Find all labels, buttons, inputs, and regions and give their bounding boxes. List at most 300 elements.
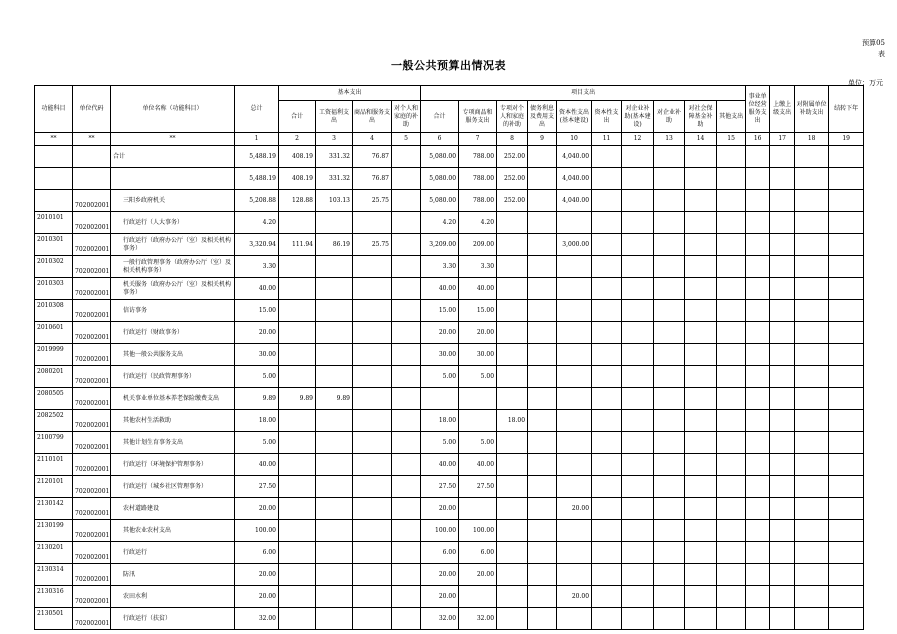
column-number-row (35, 133, 864, 146)
value-cell (528, 498, 557, 520)
value-cell (622, 388, 654, 410)
value-cell (829, 278, 864, 300)
value-cell: 15.00 (235, 300, 279, 322)
value-cell (557, 388, 592, 410)
value-cell (770, 146, 795, 168)
value-cell (592, 168, 622, 190)
unit-name-cell: 防汛 (111, 564, 235, 586)
header-unit-name: 单位名称（功能科目） (111, 86, 235, 133)
value-cell (279, 256, 316, 278)
value-cell (654, 256, 685, 278)
table-row (35, 542, 864, 564)
func-code-cell (35, 168, 73, 190)
value-cell (622, 608, 654, 630)
value-cell (497, 498, 528, 520)
value-cell (528, 234, 557, 256)
value-cell: 5,080.00 (421, 190, 459, 212)
unit-code-cell: 702002001 (73, 212, 111, 234)
table-row (35, 564, 864, 586)
value-cell (717, 234, 746, 256)
value-cell: 4.20 (421, 212, 459, 234)
value-cell: 331.32 (316, 168, 353, 190)
value-cell (770, 498, 795, 520)
column-number: 2 (279, 133, 316, 146)
value-cell (795, 586, 829, 608)
value-cell (622, 300, 654, 322)
value-cell (279, 300, 316, 322)
unit-code-cell: 702002001 (73, 366, 111, 388)
value-cell (795, 564, 829, 586)
table-row (35, 586, 864, 608)
value-cell (592, 344, 622, 366)
value-cell (770, 234, 795, 256)
header-project-sub: 资本性支出(基本建设) (557, 101, 592, 133)
value-cell (654, 366, 685, 388)
unit-name-cell: 信访事务 (111, 300, 235, 322)
value-cell: 9.89 (316, 388, 353, 410)
value-cell (528, 300, 557, 322)
func-code-cell: 2100799 (35, 432, 73, 454)
value-cell (770, 410, 795, 432)
value-cell: 4.20 (459, 212, 497, 234)
func-code-cell (35, 146, 73, 168)
func-code-cell: 2010308 (35, 300, 73, 322)
value-cell (829, 256, 864, 278)
value-cell (592, 388, 622, 410)
value-cell (685, 454, 717, 476)
value-cell (592, 432, 622, 454)
unit-name-cell: 合计 (111, 146, 235, 168)
header-project-sub: 对社会保障基金补助 (685, 101, 717, 133)
value-cell (316, 564, 353, 586)
unit-label: 单位：万元 (848, 79, 883, 87)
value-cell (592, 498, 622, 520)
value-cell (795, 366, 829, 388)
unit-name-cell: 其他计划生育事务支出 (111, 432, 235, 454)
value-cell (685, 234, 717, 256)
value-cell (746, 432, 770, 454)
value-cell: 20.00 (459, 322, 497, 344)
value-cell (592, 212, 622, 234)
column-number: ** (111, 133, 235, 146)
value-cell (795, 212, 829, 234)
value-cell (770, 586, 795, 608)
value-cell (829, 476, 864, 498)
unit-name-cell: 行政运行 (111, 542, 235, 564)
value-cell (622, 432, 654, 454)
value-cell (279, 322, 316, 344)
value-cell (279, 608, 316, 630)
unit-name-cell: 行政运行（扶贫） (111, 608, 235, 630)
value-cell (316, 542, 353, 564)
header-basic-sub: 商品和服务支出 (353, 101, 392, 133)
value-cell (592, 608, 622, 630)
func-code-cell: 2120101 (35, 476, 73, 498)
value-cell: 5,080.00 (421, 168, 459, 190)
value-cell (279, 432, 316, 454)
value-cell: 4,040.00 (557, 168, 592, 190)
value-cell (528, 322, 557, 344)
value-cell (717, 564, 746, 586)
value-cell (717, 366, 746, 388)
value-cell: 27.50 (459, 476, 497, 498)
value-cell: 20.00 (421, 322, 459, 344)
value-cell (279, 454, 316, 476)
value-cell (654, 278, 685, 300)
value-cell: 128.88 (279, 190, 316, 212)
value-cell (685, 212, 717, 234)
value-cell (316, 322, 353, 344)
value-cell (622, 168, 654, 190)
value-cell: 20.00 (421, 564, 459, 586)
value-cell (770, 212, 795, 234)
table-row (35, 454, 864, 476)
column-number: 12 (622, 133, 654, 146)
value-cell (353, 410, 392, 432)
table-body (35, 133, 864, 630)
value-cell: 20.00 (235, 586, 279, 608)
value-cell (829, 344, 864, 366)
value-cell: 331.32 (316, 146, 353, 168)
unit-name-cell (111, 168, 235, 190)
unit-name-cell: 一般行政管理事务（政府办公厅（室）及相关机构事务） (111, 256, 235, 278)
value-cell (795, 278, 829, 300)
value-cell (392, 146, 421, 168)
value-cell (316, 410, 353, 432)
table-row (35, 520, 864, 542)
value-cell (770, 608, 795, 630)
value-cell (654, 586, 685, 608)
value-cell: 20.00 (557, 498, 592, 520)
unit-name-cell: 农村道路建设 (111, 498, 235, 520)
value-cell (685, 366, 717, 388)
value-cell (622, 476, 654, 498)
column-number: 4 (353, 133, 392, 146)
value-cell (622, 212, 654, 234)
value-cell: 76.87 (353, 168, 392, 190)
unit-name-cell: 机关事业单位基本养老保险缴费支出 (111, 388, 235, 410)
value-cell (829, 608, 864, 630)
value-cell: 100.00 (459, 520, 497, 542)
header-basic-sub: 对个人和家庭的补助 (392, 101, 421, 133)
value-cell: 30.00 (421, 344, 459, 366)
value-cell: 3.30 (421, 256, 459, 278)
value-cell (746, 564, 770, 586)
value-cell: 408.19 (279, 146, 316, 168)
value-cell (654, 564, 685, 586)
unit-name-cell: 其他农业农村支出 (111, 520, 235, 542)
value-cell: 40.00 (459, 454, 497, 476)
value-cell (717, 520, 746, 542)
value-cell (622, 146, 654, 168)
value-cell (829, 366, 864, 388)
value-cell (497, 366, 528, 388)
value-cell (353, 564, 392, 586)
value-cell (654, 542, 685, 564)
value-cell (685, 410, 717, 432)
value-cell (622, 278, 654, 300)
value-cell (316, 454, 353, 476)
value-cell (746, 542, 770, 564)
value-cell (497, 520, 528, 542)
value-cell (770, 366, 795, 388)
value-cell (829, 432, 864, 454)
value-cell (685, 256, 717, 278)
value-cell: 3.30 (235, 256, 279, 278)
value-cell (392, 388, 421, 410)
column-number: 10 (557, 133, 592, 146)
value-cell (717, 278, 746, 300)
value-cell: 100.00 (235, 520, 279, 542)
value-cell (392, 168, 421, 190)
header-basic: 基本支出 (279, 86, 421, 101)
value-cell: 40.00 (421, 278, 459, 300)
value-cell: 252.00 (497, 146, 528, 168)
value-cell (622, 344, 654, 366)
value-cell (392, 542, 421, 564)
func-code-cell: 2110101 (35, 454, 73, 476)
header-unit-code: 单位代码 (73, 86, 111, 133)
value-cell (592, 476, 622, 498)
column-number: 16 (746, 133, 770, 146)
value-cell: 4,040.00 (557, 190, 592, 212)
value-cell (557, 344, 592, 366)
func-code-cell: 2080201 (35, 366, 73, 388)
func-code-cell: 2130201 (35, 542, 73, 564)
func-code-cell: 2010301 (35, 234, 73, 256)
func-code-cell: 2010601 (35, 322, 73, 344)
value-cell: 86.19 (316, 234, 353, 256)
value-cell: 18.00 (497, 410, 528, 432)
header-project-sub: 合计 (421, 101, 459, 133)
value-cell: 40.00 (421, 454, 459, 476)
value-cell (528, 564, 557, 586)
value-cell (746, 344, 770, 366)
value-cell: 5,080.00 (421, 146, 459, 168)
value-cell: 6.00 (235, 542, 279, 564)
value-cell (353, 520, 392, 542)
table-row (35, 476, 864, 498)
value-cell (622, 586, 654, 608)
value-cell (353, 608, 392, 630)
value-cell (528, 146, 557, 168)
unit-code-cell: 702002001 (73, 410, 111, 432)
header-project-sub: 债务利息及费用支出 (528, 101, 557, 133)
value-cell (622, 366, 654, 388)
value-cell (528, 520, 557, 542)
value-cell (353, 432, 392, 454)
unit-name-cell: 其他农村生活救助 (111, 410, 235, 432)
value-cell (392, 410, 421, 432)
value-cell: 3,209.00 (421, 234, 459, 256)
value-cell (497, 234, 528, 256)
unit-name-cell: 行政运行（政府办公厅（室）及相关机构事务） (111, 234, 235, 256)
unit-name-cell: 行政运行（财政事务） (111, 322, 235, 344)
value-cell (392, 564, 421, 586)
value-cell (717, 388, 746, 410)
table-row (35, 256, 864, 278)
value-cell (654, 344, 685, 366)
func-code-cell: 2010101 (35, 212, 73, 234)
form-number-line2: 表 (878, 50, 885, 58)
value-cell (717, 146, 746, 168)
value-cell (717, 256, 746, 278)
value-cell (746, 212, 770, 234)
value-cell (497, 476, 528, 498)
value-cell (770, 322, 795, 344)
value-cell (353, 212, 392, 234)
unit-code-cell: 702002001 (73, 388, 111, 410)
header-project-sub: 专项对个人和家庭的补助 (497, 101, 528, 133)
value-cell (654, 498, 685, 520)
header-tail-1: 事业单位经营服务支出 (746, 86, 770, 133)
value-cell (497, 256, 528, 278)
unit-code-cell: 702002001 (73, 190, 111, 212)
value-cell (622, 520, 654, 542)
value-cell: 32.00 (459, 608, 497, 630)
value-cell (795, 542, 829, 564)
value-cell (528, 366, 557, 388)
value-cell (746, 366, 770, 388)
value-cell (685, 542, 717, 564)
value-cell: 788.00 (459, 168, 497, 190)
value-cell (316, 498, 353, 520)
value-cell (392, 608, 421, 630)
column-number: 8 (497, 133, 528, 146)
column-number: 5 (392, 133, 421, 146)
column-number: 1 (235, 133, 279, 146)
value-cell (392, 300, 421, 322)
value-cell (557, 608, 592, 630)
value-cell (795, 520, 829, 542)
value-cell: 252.00 (497, 190, 528, 212)
value-cell (353, 454, 392, 476)
value-cell (279, 344, 316, 366)
unit-code-cell: 702002001 (73, 322, 111, 344)
value-cell (353, 498, 392, 520)
value-cell (622, 322, 654, 344)
value-cell (685, 300, 717, 322)
value-cell (497, 564, 528, 586)
value-cell (829, 234, 864, 256)
value-cell (592, 256, 622, 278)
value-cell (279, 498, 316, 520)
value-cell (829, 300, 864, 322)
value-cell (746, 256, 770, 278)
value-cell (528, 542, 557, 564)
value-cell (622, 542, 654, 564)
value-cell (685, 322, 717, 344)
value-cell (770, 388, 795, 410)
value-cell (459, 410, 497, 432)
value-cell (592, 520, 622, 542)
func-code-cell: 2130314 (35, 564, 73, 586)
unit-code-cell: 702002001 (73, 564, 111, 586)
value-cell (770, 432, 795, 454)
value-cell (746, 168, 770, 190)
table-row (35, 344, 864, 366)
value-cell (592, 564, 622, 586)
value-cell (557, 410, 592, 432)
value-cell (528, 256, 557, 278)
unit-code-cell: 702002001 (73, 542, 111, 564)
value-cell (497, 432, 528, 454)
unit-code-cell (73, 168, 111, 190)
value-cell: 5.00 (421, 432, 459, 454)
value-cell: 3,320.94 (235, 234, 279, 256)
value-cell (392, 190, 421, 212)
func-code-cell: 2010302 (35, 256, 73, 278)
value-cell (557, 520, 592, 542)
value-cell (592, 586, 622, 608)
value-cell: 6.00 (421, 542, 459, 564)
value-cell (528, 168, 557, 190)
value-cell (528, 432, 557, 454)
value-cell (353, 278, 392, 300)
value-cell (528, 344, 557, 366)
func-code-cell: 2130501 (35, 608, 73, 630)
unit-name-cell: 农田水利 (111, 586, 235, 608)
header-func-code: 功能科目 (35, 86, 73, 133)
value-cell: 32.00 (235, 608, 279, 630)
value-cell (353, 256, 392, 278)
unit-code-cell: 702002001 (73, 432, 111, 454)
value-cell: 40.00 (459, 278, 497, 300)
header-tail-3: 对附属单位补助支出 (795, 86, 829, 133)
func-code-cell: 2130142 (35, 498, 73, 520)
value-cell (592, 146, 622, 168)
value-cell: 30.00 (235, 344, 279, 366)
value-cell (353, 388, 392, 410)
value-cell (770, 278, 795, 300)
value-cell (717, 322, 746, 344)
value-cell: 788.00 (459, 190, 497, 212)
value-cell (592, 300, 622, 322)
value-cell (654, 212, 685, 234)
table-row (35, 278, 864, 300)
value-cell (497, 542, 528, 564)
value-cell: 20.00 (235, 564, 279, 586)
value-cell: 209.00 (459, 234, 497, 256)
value-cell (717, 498, 746, 520)
column-number: 18 (795, 133, 829, 146)
page-title: 一般公共预算出情况表 (391, 59, 506, 72)
value-cell (717, 344, 746, 366)
value-cell (279, 366, 316, 388)
header-total: 总计 (235, 86, 279, 133)
value-cell (392, 520, 421, 542)
func-code-cell: 2130316 (35, 586, 73, 608)
unit-name-cell: 行政运行（人大事务） (111, 212, 235, 234)
value-cell (497, 322, 528, 344)
value-cell: 100.00 (421, 520, 459, 542)
value-cell (528, 608, 557, 630)
value-cell: 408.19 (279, 168, 316, 190)
value-cell (746, 300, 770, 322)
value-cell: 20.00 (459, 564, 497, 586)
header-project: 项目支出 (421, 86, 746, 101)
value-cell (622, 234, 654, 256)
table-row (35, 234, 864, 256)
table-row (35, 212, 864, 234)
column-number: ** (73, 133, 111, 146)
column-number: 11 (592, 133, 622, 146)
header-project-sub: 其他支出 (717, 101, 746, 133)
column-number: 19 (829, 133, 864, 146)
func-code-cell: 2130199 (35, 520, 73, 542)
unit-name-cell: 行政运行（民政管理事务） (111, 366, 235, 388)
value-cell (353, 366, 392, 388)
